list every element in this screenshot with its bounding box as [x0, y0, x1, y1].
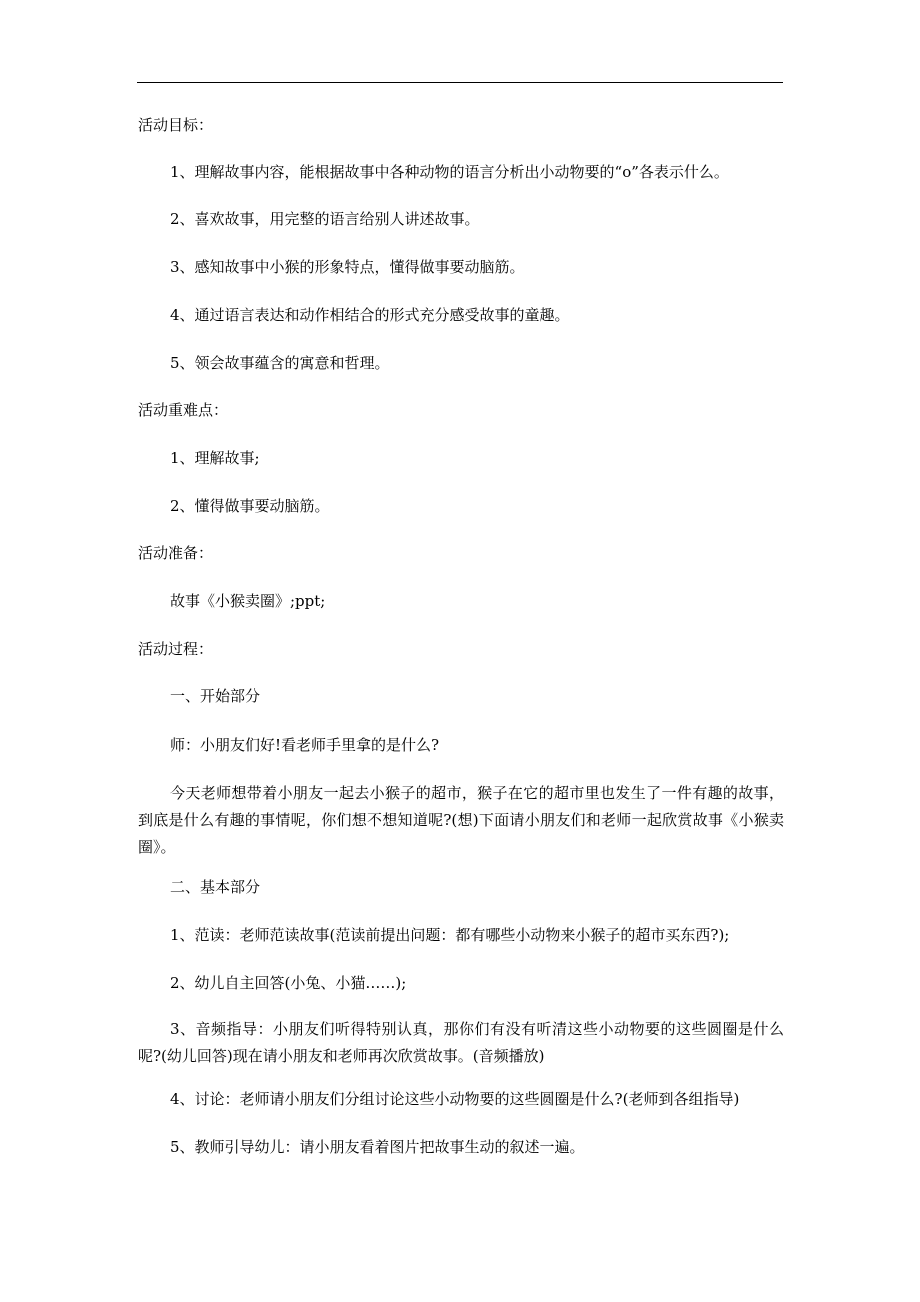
key-point-item: 2、懂得做事要动脑筋。: [170, 497, 330, 515]
part2-item: 5、教师引导幼儿：请小朋友看着图片把故事生动的叙述一遍。: [170, 1138, 585, 1156]
objective-item: 4、通过语言表达和动作相结合的形式充分感受故事的童趣。: [170, 306, 570, 324]
part2-item: 3、音频指导：小朋友们听得特别认真，那你们有没有听清这些小动物要的这些圆圈是什么呢?(幼儿回答)现在请小朋友和老师再次欣赏故事。(音频播放): [138, 1020, 784, 1065]
part2-item: 4、讨论：老师请小朋友们分组讨论这些小动物要的这些圆圈是什么?(老师到各组指导): [170, 1090, 740, 1108]
part2-item: 1、范读：老师范读故事(范读前提出问题：都有哪些小动物来小猴子的超市买东西?);: [170, 926, 730, 944]
objective-item: 1、理解故事内容，能根据故事中各种动物的语言分析出小动物要的“o”各表示什么。: [170, 163, 729, 181]
process-heading: 活动过程：: [138, 640, 214, 658]
objective-item: 5、领会故事蕴含的寓意和哲理。: [170, 354, 390, 372]
objective-item: 2、喜欢故事，用完整的语言给别人讲述故事。: [170, 210, 480, 228]
header-rule: [137, 82, 783, 83]
part2-item: 2、幼儿自主回答(小兔、小猫……);: [170, 974, 407, 992]
part1-paragraph: 今天老师想带着小朋友一起去小猴子的超市，猴子在它的超市里也发生了一件有趣的故事，到底是什么有趣的事情呢，你们想不想知道呢?(想)下面请小朋友们和老师一起欣赏故事《小猴卖圈》。: [138, 784, 784, 856]
preparation-item: 故事《小猴卖圈》;ppt;: [170, 592, 326, 610]
key-points-heading: 活动重难点：: [138, 401, 229, 419]
part1-teacher-line: 师：小朋友们好!看老师手里拿的是什么?: [170, 736, 440, 754]
part1-title: 一、开始部分: [170, 687, 261, 705]
preparation-heading: 活动准备：: [138, 544, 214, 562]
objectives-heading: 活动目标：: [138, 116, 214, 134]
key-point-item: 1、理解故事;: [170, 449, 260, 467]
part2-title: 二、基本部分: [170, 878, 261, 896]
objective-item: 3、感知故事中小猴的形象特点，懂得做事要动脑筋。: [170, 258, 525, 276]
